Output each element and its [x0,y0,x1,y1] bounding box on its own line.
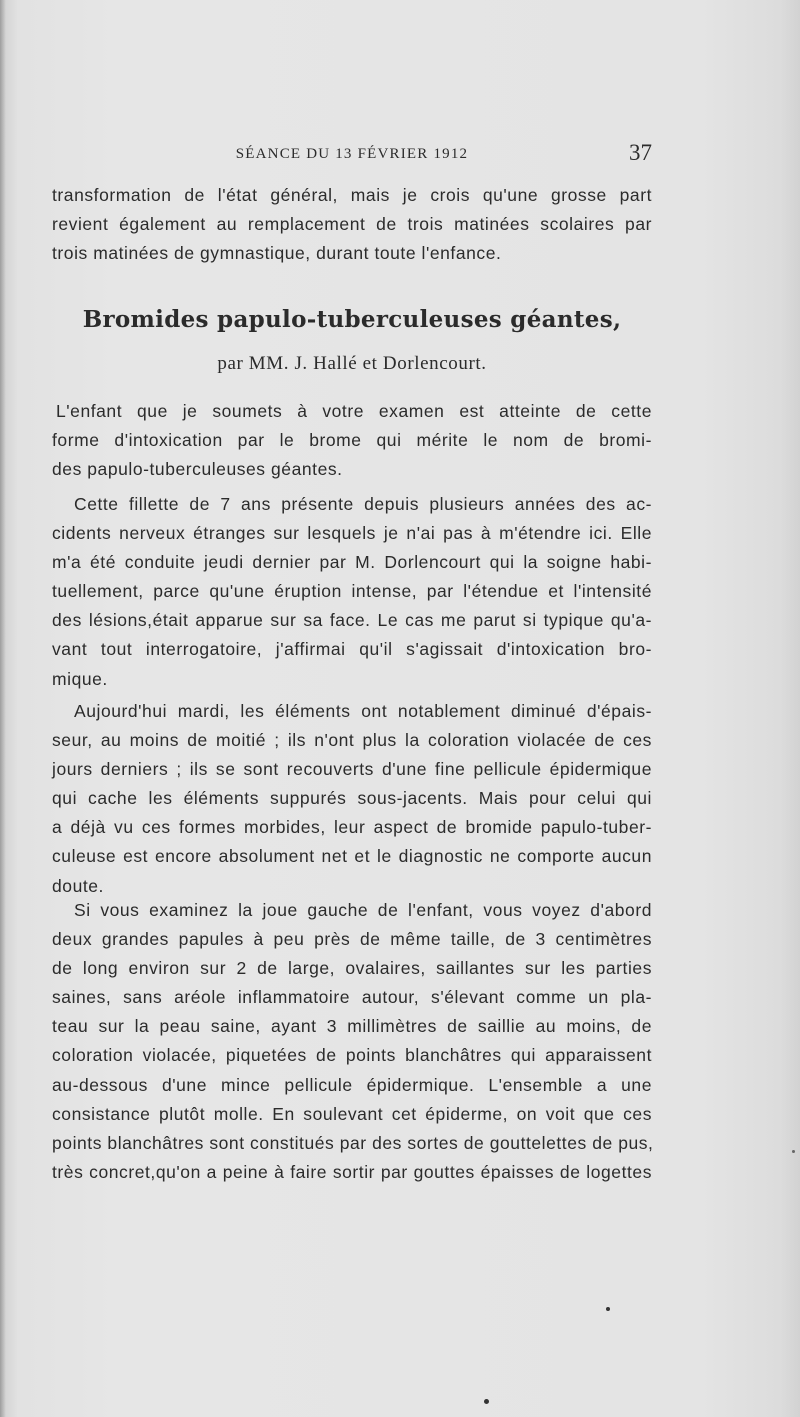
text-line: Si vous examinez la joue gauche de l'enfant, vous voyez d'abord [74,900,652,920]
article-title: Bromides papulo-tuberculeuses géantes, [82,306,622,333]
text-line: saines, sans aréole inflammatoire autour, s'élevant comme un pla- [52,987,652,1008]
text-line: Cette fillette de 7 ans présente depuis plusieurs années des ac- [74,494,652,514]
print-speck [792,1150,795,1153]
text-line: revient également au remplacement de trois matinées scolaires par [52,214,652,235]
text-line: des papulo-tuberculeuses géantes. [52,459,343,480]
text-line: au-dessous d'une mince pellicule épidermique. L'ensemble a une [52,1074,652,1095]
text-line: mique. [52,668,108,689]
page-number: 37 [629,140,652,165]
text-line: des lésions,était apparue sur sa face. Le cas me parut si typique qu'a- [52,610,652,631]
text-line: consistance plutôt molle. En soulevant cet épiderme, on voit que ces [52,1103,652,1124]
text-line: de long environ sur 2 de large, ovalaires, saillantes sur les parties [52,958,652,979]
print-speck [606,1307,610,1311]
text-line: deux grandes papules à peu près de même taille, de 3 centimètres [52,929,652,950]
text-line: culeuse est encore absolument net et le diagnostic ne comporte aucun [52,846,652,867]
text-line: qui cache les éléments suppurés sous-jacents. Mais pour celui qui [52,788,652,809]
text-line: coloration violacée, piquetées de points blanchâtres qui apparaissent [52,1045,652,1066]
article-authors: par MM. J. Hallé et Dorlencourt. [217,353,487,374]
text-line: m'a été conduite jeudi dernier par M. Dorlencourt qui la soigne habi- [52,552,652,573]
intro-paragraph [52,181,652,268]
text-line: Aujourd'hui mardi, les éléments ont notablement diminué d'épais- [74,701,652,721]
text-line: cidents nerveux étranges sur lesquels je n'ai pas à m'étendre ici. Elle [52,523,652,544]
paragraph-3 [52,697,652,901]
paragraph-2 [52,490,652,694]
text-line: jours derniers ; ils se sont recouverts d'une fine pellicule épidermique [52,759,652,780]
text-line: points blanchâtres sont constitués par des sortes de gouttelettes de pus, [52,1132,654,1153]
text-line: vant tout interrogatoire, j'affirmai qu'il s'agissait d'intoxication bro- [52,639,652,660]
text-line: seur, au moins de moitié ; ils n'ont plus la coloration violacée de ces [52,730,652,751]
text-line: teau sur la peau saine, ayant 3 millimètres de saillie au moins, de [52,1016,652,1037]
text-line: transformation de l'état général, mais je crois qu'une grosse part [52,185,652,205]
text-line: très concret,qu'on a peine à faire sortir par gouttes épaisses de logettes [52,1161,652,1182]
print-speck [484,1399,489,1404]
page-left-edge [0,0,6,1417]
page-header [52,140,652,170]
running-head: SÉANCE DU 13 FÉVRIER 1912 [235,146,469,162]
paragraph-4 [52,896,652,1187]
text-line: L'enfant que je soumets à votre examen est atteinte de cette [56,401,652,421]
text-line: trois matinées de gymnastique, durant toute l'enfance. [52,243,502,264]
text-line: tuellement, parce qu'une éruption intense, par l'étendue et l'intensité [52,581,652,602]
text-line: a déjà vu ces formes morbides, leur aspect de bromide papulo-tuber- [52,817,652,838]
text-line: forme d'intoxication par le brome qui mérite le nom de bromi- [52,430,652,451]
paragraph-1 [52,397,652,484]
text-line: doute. [52,875,104,896]
